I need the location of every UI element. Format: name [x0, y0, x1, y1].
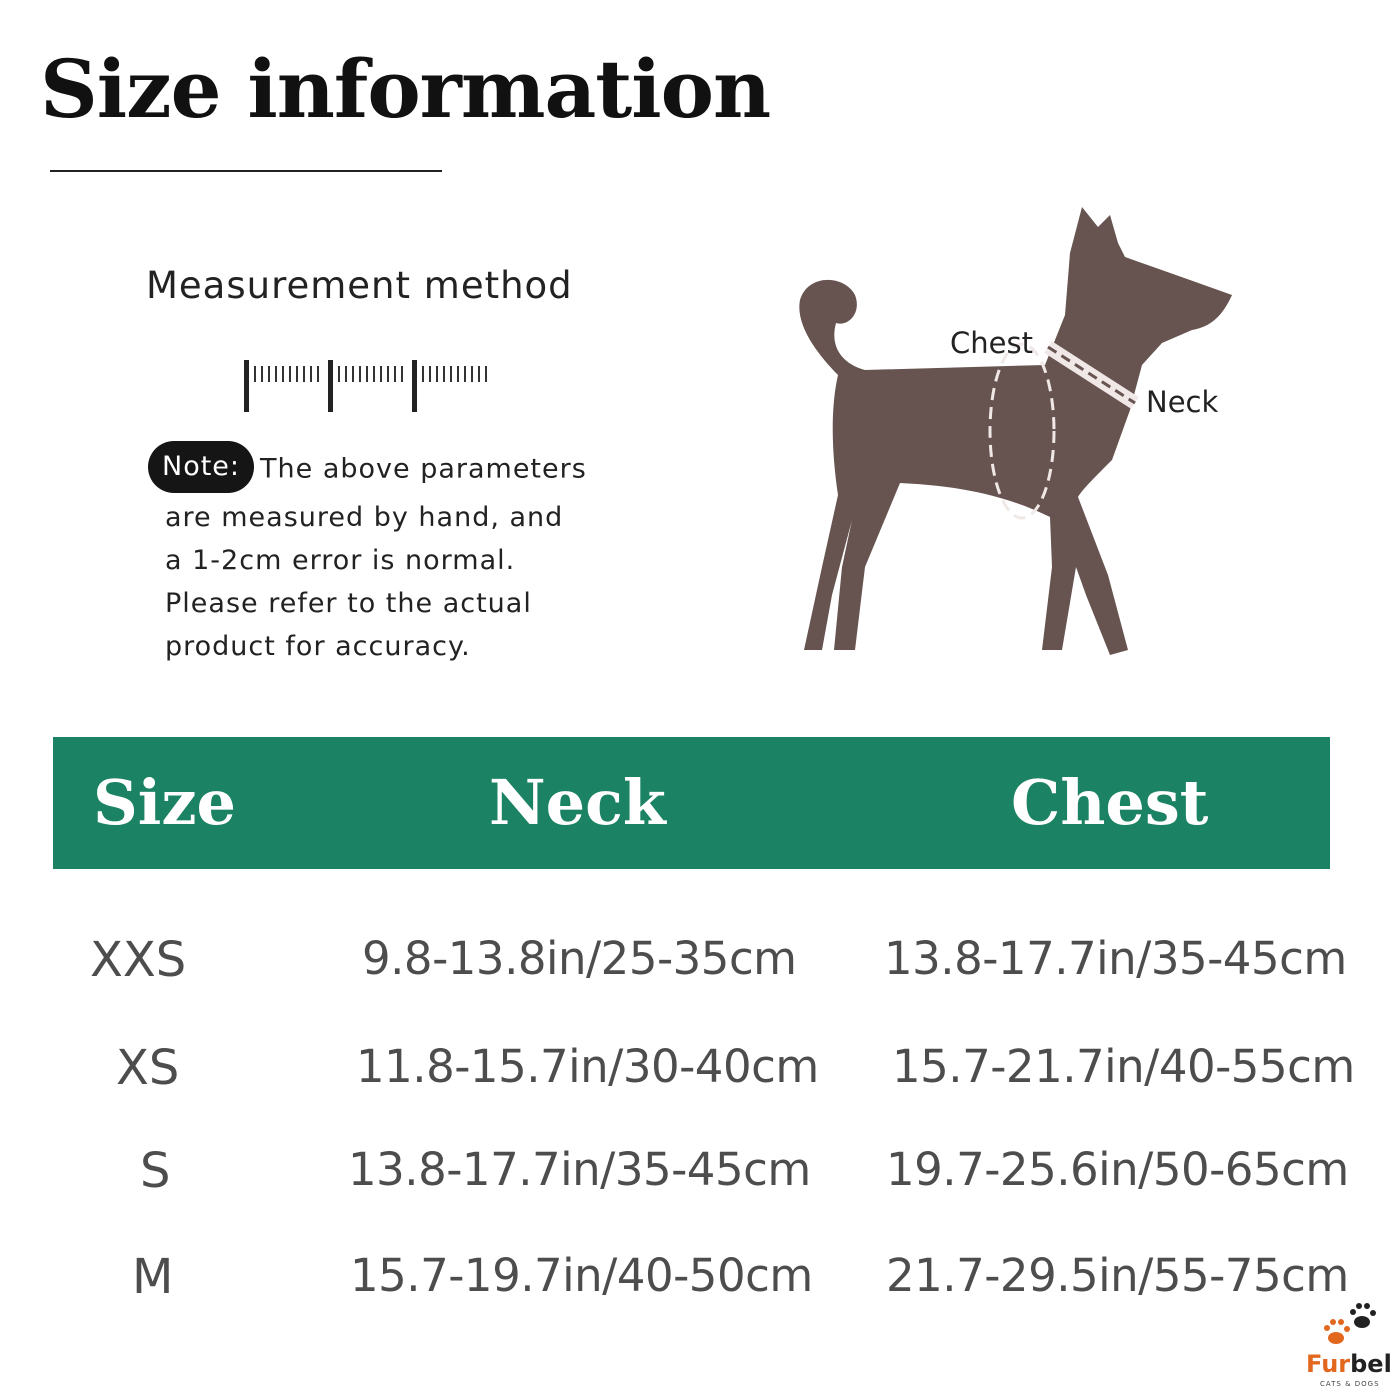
neck-label: Neck	[1146, 385, 1219, 419]
dog-silhouette-diagram	[790, 195, 1250, 665]
chest-cell: 19.7-25.6in/50-65cm	[886, 1143, 1349, 1196]
measurement-method-heading: Measurement method	[146, 264, 573, 307]
chest-cell: 13.8-17.7in/35-45cm	[884, 932, 1347, 985]
paw-prints-icon	[1320, 1300, 1378, 1350]
note-badge: Note:	[148, 441, 254, 493]
size-table-header	[53, 737, 1330, 869]
neck-cell: 9.8-13.8in/25-35cm	[362, 932, 797, 985]
measurement-note	[148, 444, 618, 668]
title-underline	[50, 170, 442, 172]
chest-cell: 21.7-29.5in/55-75cm	[886, 1249, 1349, 1302]
size-cell: S	[140, 1143, 171, 1199]
note-line	[148, 444, 618, 496]
brand-name	[1306, 1350, 1392, 1378]
note-text: are measured by hand, and	[165, 502, 564, 533]
note-text: Please refer to the actual	[165, 588, 532, 619]
table-row	[0, 1143, 1400, 1213]
brand-tagline: CATS & DOGS	[1320, 1380, 1380, 1388]
table-row	[0, 1249, 1400, 1319]
neck-cell: 15.7-19.7in/40-50cm	[350, 1249, 813, 1302]
page-title: Size information	[40, 42, 771, 136]
size-cell: XS	[116, 1040, 180, 1096]
chest-cell: 15.7-21.7in/40-55cm	[892, 1040, 1355, 1093]
note-text: product for accuracy.	[165, 631, 471, 662]
header-chest: Chest	[1011, 766, 1209, 839]
header-neck: Neck	[489, 766, 666, 839]
chest-label: Chest	[950, 326, 1033, 360]
table-row	[0, 932, 1400, 1002]
note-text: a 1-2cm error is normal.	[165, 545, 516, 576]
header-size: Size	[93, 766, 236, 839]
note-text: The above parameters	[260, 453, 587, 485]
size-cell: XXS	[90, 932, 187, 988]
neck-cell: 11.8-15.7in/30-40cm	[356, 1040, 819, 1093]
brand-name-part: Fur	[1306, 1350, 1351, 1378]
brand-logo	[1300, 1300, 1392, 1395]
ruler-icon	[238, 352, 498, 414]
table-row	[0, 1040, 1400, 1110]
dog-silhouette	[799, 207, 1232, 655]
size-cell: M	[132, 1249, 174, 1305]
neck-cell: 13.8-17.7in/35-45cm	[348, 1143, 811, 1196]
brand-name-part: bel	[1350, 1350, 1392, 1378]
